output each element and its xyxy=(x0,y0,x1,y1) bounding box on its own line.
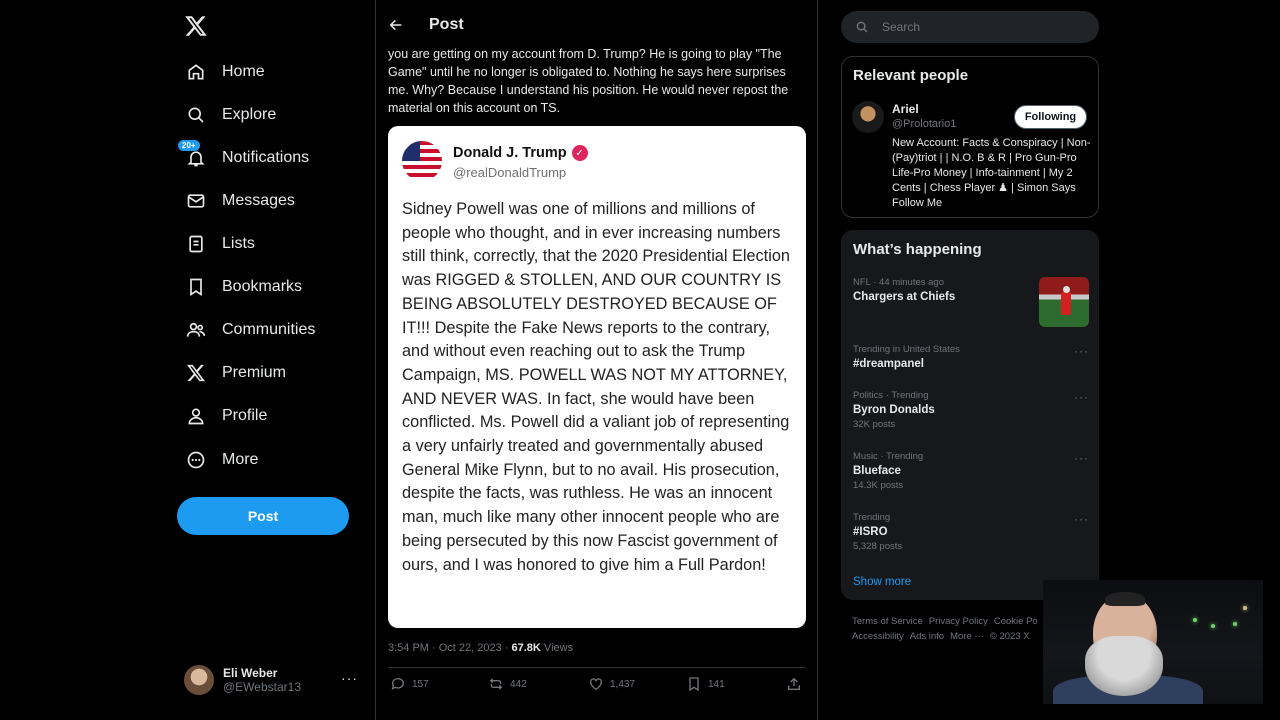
trend-count: 5,328 posts xyxy=(853,541,903,552)
reply-button[interactable] xyxy=(390,676,429,692)
trend-item[interactable] xyxy=(853,390,1089,430)
card-avatar xyxy=(402,141,442,181)
account-handle: @EWebstar13 xyxy=(223,680,301,694)
relevant-person-name[interactable]: Ariel xyxy=(892,102,919,116)
nav-profile[interactable] xyxy=(184,396,267,436)
trend-item[interactable] xyxy=(853,512,1089,552)
nav-premium-label: Premium xyxy=(222,364,287,381)
back-arrow-icon[interactable] xyxy=(388,17,404,37)
verified-badge-icon: ✓ xyxy=(572,145,588,161)
post-timestamp[interactable]: 3:54 PM · Oct 22, 2023 · xyxy=(388,642,512,654)
nav-communities[interactable] xyxy=(184,310,315,350)
trend-category: NFL · 44 minutes ago xyxy=(853,277,944,288)
post-meta xyxy=(388,642,573,654)
footer-link: © 2023 X xyxy=(989,631,1030,642)
search-icon xyxy=(855,20,869,34)
background-light xyxy=(1211,624,1215,628)
trend-name: #ISRO xyxy=(853,526,888,538)
avatar xyxy=(184,665,214,695)
bookmark-icon xyxy=(686,676,702,692)
background-light xyxy=(1243,606,1247,610)
footer-link[interactable]: Terms of Service xyxy=(852,616,923,627)
more-dots-icon[interactable]: ··· xyxy=(341,670,358,686)
nav-lists[interactable] xyxy=(184,224,255,264)
people-icon xyxy=(184,318,208,342)
more-circle-icon xyxy=(184,448,208,472)
webcam-overlay xyxy=(1043,580,1263,704)
nav-communities-label: Communities xyxy=(222,321,316,338)
trend-thumbnail xyxy=(1039,277,1089,327)
footer-link[interactable]: Accessibility xyxy=(852,631,904,642)
avatar[interactable] xyxy=(852,101,884,133)
search-icon xyxy=(184,103,208,127)
view-count: 67.8K xyxy=(511,642,541,654)
background-light xyxy=(1233,622,1237,626)
like-button[interactable] xyxy=(588,676,635,692)
trend-category: Music · Trending xyxy=(853,451,924,462)
like-count: 1,437 xyxy=(610,678,636,690)
footer-link[interactable]: Privacy Policy xyxy=(928,616,988,627)
relevant-person-bio: New Account: Facts & Conspiracy | Non-(Pay)triot | | N.O. B & R | Pro Gun-Pro Life-Pro Money | Info-tainment | My 2 Cents | Chess Player ♟ | Simon Says Follow Me xyxy=(892,137,1091,209)
nav-premium[interactable] xyxy=(184,353,286,393)
more-dots-icon[interactable]: ··· xyxy=(1074,344,1089,358)
bookmark-count: 141 xyxy=(708,678,725,690)
footer-link[interactable]: Cookie Po xyxy=(993,616,1038,627)
notification-badge: 20+ xyxy=(178,140,200,151)
divider xyxy=(388,667,806,668)
footer-link[interactable]: More ··· xyxy=(950,631,984,642)
whats-happening-panel xyxy=(841,230,1099,600)
trend-count: 32K posts xyxy=(853,419,896,430)
left-sidebar xyxy=(170,0,370,720)
views-label: Views xyxy=(540,642,574,654)
heart-icon xyxy=(588,676,604,692)
nav-home[interactable] xyxy=(184,52,265,92)
trend-name: Blueface xyxy=(853,465,901,477)
page-title: Post xyxy=(429,16,464,33)
bell-icon xyxy=(182,141,208,170)
post-button[interactable]: Post xyxy=(177,497,349,535)
more-dots-icon[interactable]: ··· xyxy=(1074,451,1089,465)
search-placeholder: Search xyxy=(882,20,921,34)
nav-more[interactable] xyxy=(184,440,258,480)
nav-bookmarks-label: Bookmarks xyxy=(222,278,303,295)
trend-name: Byron Donalds xyxy=(853,404,935,416)
reply-icon xyxy=(390,676,406,692)
card-author-handle: @realDonaldTrump xyxy=(453,165,567,180)
embedded-post-image[interactable] xyxy=(388,126,806,628)
relevant-person-handle: @Prolotario1 xyxy=(892,118,957,130)
nav-bookmarks[interactable] xyxy=(184,267,302,307)
person-icon xyxy=(184,404,208,428)
nav-notifications[interactable] xyxy=(184,138,309,178)
list-icon xyxy=(184,232,208,256)
nav-home-label: Home xyxy=(222,63,265,80)
whats-happening-title: What’s happening xyxy=(853,241,982,258)
trend-category: Trending in United States xyxy=(853,344,960,355)
relevant-people-panel xyxy=(841,56,1099,218)
x-logo-icon xyxy=(184,361,208,385)
search-input[interactable] xyxy=(841,11,1099,43)
trend-category: Trending xyxy=(853,512,891,523)
trend-name: Chargers at Chiefs xyxy=(853,291,956,303)
card-body-text: Sidney Powell was one of millions and millions of people who thought, and in ever increasing numbers still think, correctly, that the 2020 Presidential Election was RIGGED & STOLLEN, AND OUR COUNTRY IS BEING ABSOLUTELY DESTROYED BECAUSE OF IT!!! Despite the Fake News reports to the contrary, and without even reaching out to ask the Trump Campaign, MS. POWELL WAS NOT MY ATTORNEY, AND NEVER WAS. In fact, she would have been conflicted. Ms. Powell did a valiant job of representing a very unfairly treated and governmentally abused General Mike Flynn, but to no avail. His prosecution, despite the facts, was ruthless. He was an innocent man, much like many other innocent people who are being persecuted by this now Fascist government of ours, and I was honored to give him a Full Pardon! xyxy=(402,200,790,574)
nav-notifications-label: Notifications xyxy=(222,149,310,166)
trend-name: #dreampanel xyxy=(853,358,924,370)
trend-item[interactable] xyxy=(853,277,1089,327)
trend-count: 14.3K posts xyxy=(853,480,904,491)
repost-button[interactable] xyxy=(488,676,527,692)
more-dots-icon[interactable]: ··· xyxy=(1074,390,1089,404)
tweet-text: you are getting on my account from D. Trump? He is going to play "The Game" until he no longer is obligated to. Nothing he says here surprises me. Why? Because I understand his position. He would never repost the material on this account on TS. xyxy=(388,47,789,115)
presenter-kippah xyxy=(1105,592,1145,606)
footer-link[interactable]: Ads info xyxy=(909,631,945,642)
trend-category: Politics · Trending xyxy=(853,390,929,401)
show-more-link[interactable]: Show more xyxy=(853,576,912,588)
repost-count: 442 xyxy=(510,678,527,690)
envelope-icon xyxy=(184,189,208,213)
nav-explore-label: Explore xyxy=(222,106,277,123)
trend-item[interactable] xyxy=(853,451,1089,491)
nav-profile-label: Profile xyxy=(222,407,268,424)
more-dots-icon[interactable]: ··· xyxy=(1074,512,1089,526)
trend-item[interactable] xyxy=(853,344,1089,370)
nav-explore[interactable] xyxy=(184,95,276,135)
presenter-beard xyxy=(1085,636,1163,696)
x-logo-icon[interactable] xyxy=(184,14,212,42)
home-icon xyxy=(184,60,208,84)
post-actions xyxy=(388,676,806,696)
nav-messages[interactable] xyxy=(184,181,295,221)
nav-lists-label: Lists xyxy=(222,235,255,252)
reply-count: 157 xyxy=(412,678,429,690)
repost-icon xyxy=(488,676,504,692)
footer-links xyxy=(852,614,1062,644)
card-author-name: Donald J. Trump xyxy=(453,145,567,161)
account-name: Eli Weber xyxy=(223,666,278,680)
main-column xyxy=(375,0,818,720)
background-light xyxy=(1193,618,1197,622)
relevant-people-title: Relevant people xyxy=(853,67,969,84)
following-button[interactable]: Following xyxy=(1014,105,1087,129)
account-switcher[interactable] xyxy=(184,660,364,700)
share-button[interactable] xyxy=(786,676,802,692)
nav-messages-label: Messages xyxy=(222,192,295,209)
bookmark-button[interactable] xyxy=(686,676,725,692)
bookmark-icon xyxy=(184,275,208,299)
share-icon xyxy=(786,676,802,692)
nav-more-label: More xyxy=(222,451,259,468)
